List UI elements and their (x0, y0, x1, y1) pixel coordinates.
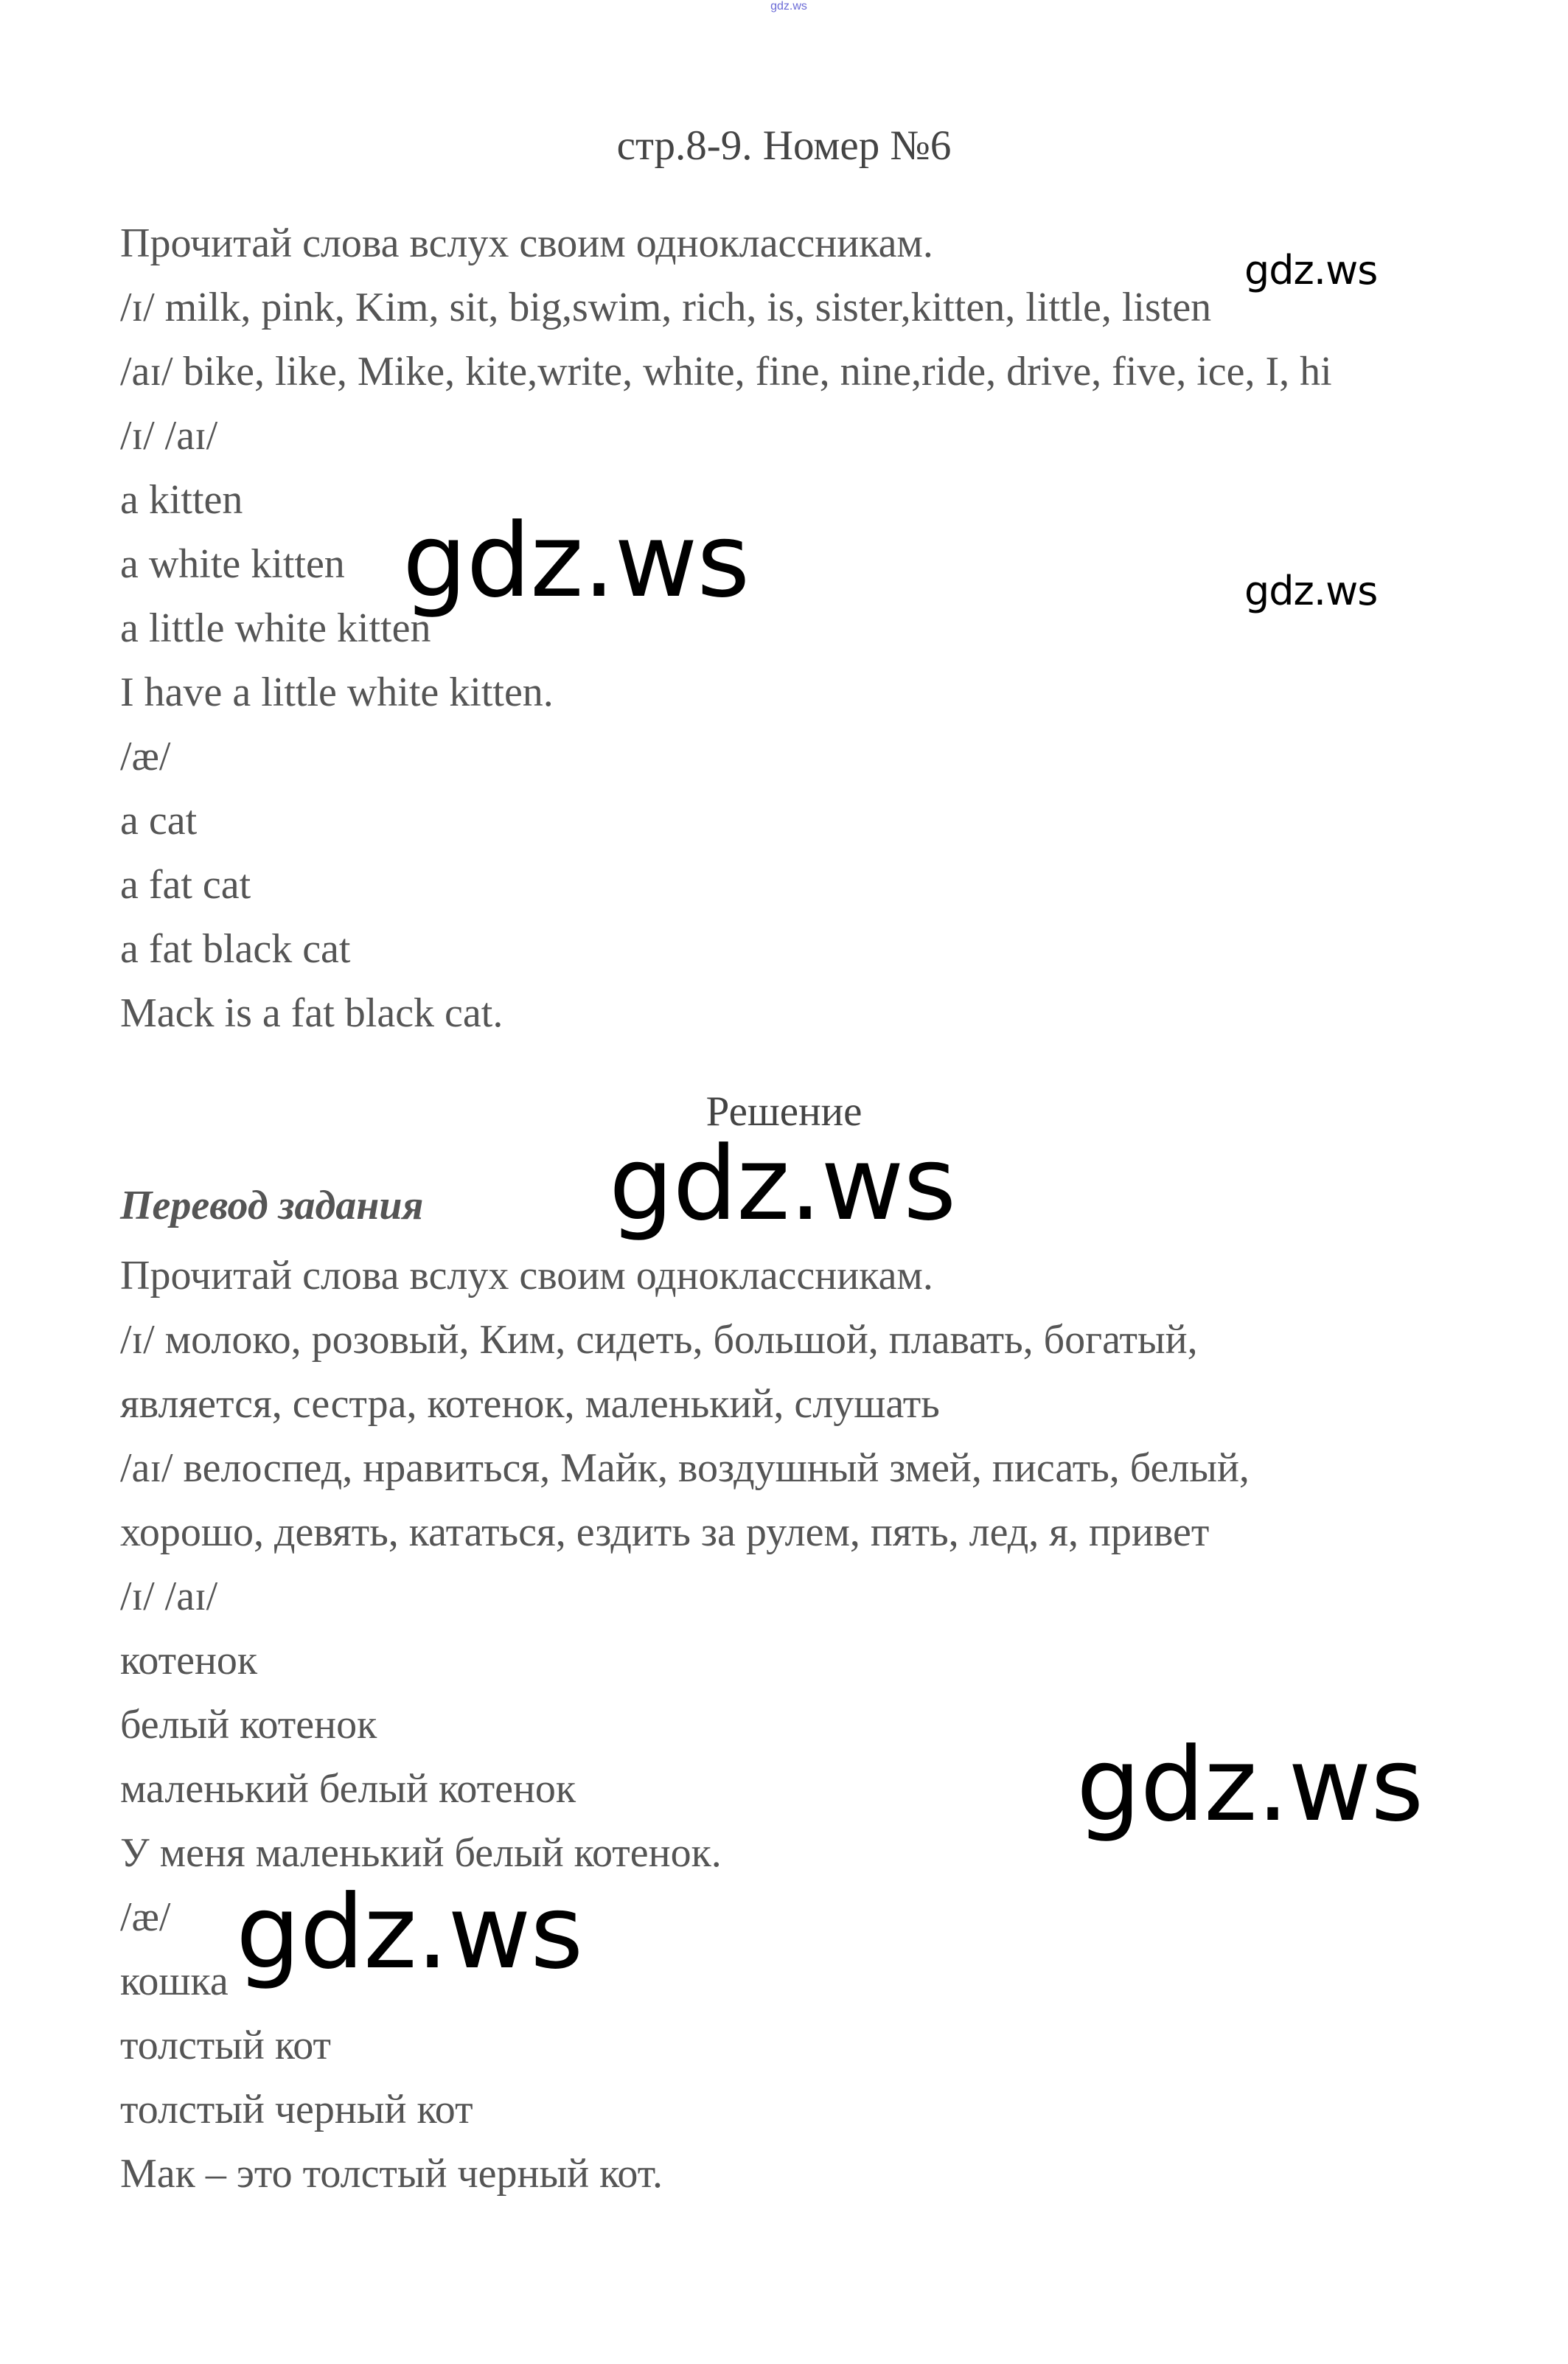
watermark: gdz.ws (1244, 568, 1378, 614)
translation-line: /ɪ/ молоко, розовый, Ким, сидеть, большой, плавать, богатый, (120, 1317, 1198, 1363)
exercise-line: Прочитай слова вслух своим одноклассникам. (120, 220, 933, 266)
watermark: gdz.ws (609, 1124, 956, 1243)
exercise-line: /æ/ (120, 734, 171, 779)
translation-line: белый котенок (120, 1702, 377, 1748)
watermark: gdz.ws (236, 1873, 583, 1992)
exercise-line: a fat cat (120, 862, 251, 908)
watermark: gdz.ws (1244, 247, 1378, 293)
solution-heading: Решение (705, 1088, 863, 1135)
translation-line: маленький белый котенок (120, 1766, 576, 1812)
exercise-line: a little white kitten (120, 605, 431, 651)
translation-line: /æ/ (120, 1894, 171, 1940)
translation-line: котенок (120, 1638, 258, 1683)
translation-line: /ɪ/ /aɪ/ (120, 1574, 218, 1619)
exercise-line: a cat (120, 798, 198, 844)
translation-line: толстый кот (120, 2023, 331, 2068)
exercise-line: Mack is a fat black cat. (120, 990, 503, 1036)
page-title: стр.8-9. Номер №6 (616, 122, 952, 169)
translation-line: У меня маленький белый котенок. (120, 1830, 722, 1876)
translation-line: кошка (120, 1958, 229, 2004)
exercise-line: I have a little white kitten. (120, 670, 554, 715)
exercise-line: a kitten (120, 477, 243, 523)
watermark: gdz.ws (1076, 1725, 1424, 1844)
exercise-text (120, 212, 1332, 1046)
translation-line: /aɪ/ велоспед, нравиться, Майк, воздушный змей, писать, белый, (120, 1445, 1250, 1491)
translation-line: Прочитай слова вслух своим одноклассникам. (120, 1253, 933, 1299)
exercise-line: /ɪ/ milk, pink, Kim, sit, big,swim, rich, is, sister,kitten, little, listen (120, 285, 1212, 330)
translation-line: Мак – это толстый черный кот. (120, 2151, 663, 2197)
exercise-line: a white kitten (120, 541, 345, 587)
task-translation-heading: Перевод задания (120, 1183, 424, 1228)
watermark: gdz.ws (403, 501, 750, 620)
exercise-line: a fat black cat (120, 926, 351, 972)
translation-line: толстый черный кот (120, 2087, 473, 2132)
exercise-line: /aɪ/ bike, like, Mike, kite,write, white, fine, nine,ride, drive, five, ice, I, hi (120, 349, 1332, 394)
top-watermark: gdz.ws (770, 0, 807, 13)
exercise-line: /ɪ/ /aɪ/ (120, 413, 218, 459)
translation-line: является, сестра, котенок, маленький, слушать (120, 1381, 940, 1427)
translation-line: хорошо, девять, кататься, ездить за рулем, пять, лед, я, привет (120, 1509, 1210, 1555)
